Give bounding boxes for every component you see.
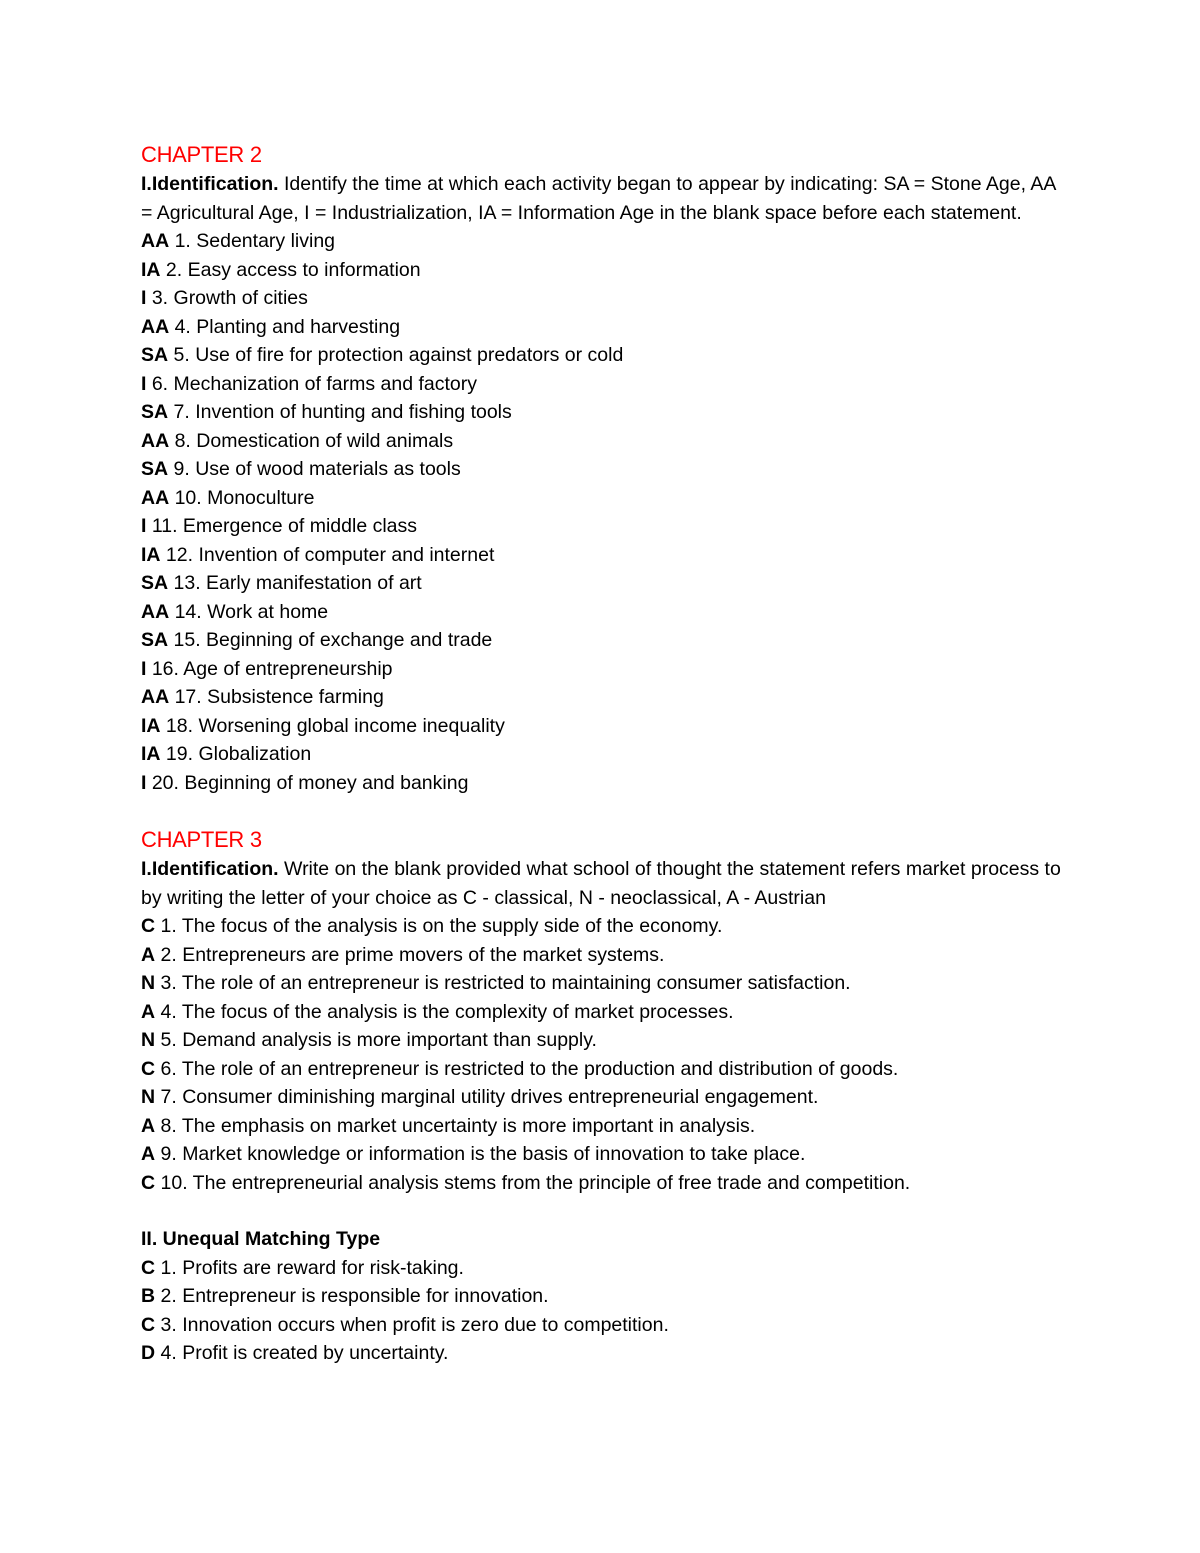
answer-label: A — [141, 1114, 156, 1137]
list-item — [141, 370, 1071, 399]
document-page — [141, 140, 1071, 1368]
item-text: 16. Age of entrepreneurship — [146, 657, 393, 680]
answer-label: N — [141, 1029, 156, 1051]
list-item — [141, 769, 1071, 798]
list-item — [141, 969, 1071, 998]
list-item — [141, 1055, 1071, 1084]
chapter-3-instructions-text: Write on the blank provided what school of thought the statement refers market process to by writing the letter of your choice as C - classical, N - neoclassical, A - Austrian — [141, 858, 1061, 909]
list-item — [141, 512, 1071, 541]
item-text: 9. Use of wood materials as tools — [168, 458, 461, 480]
item-text: 12. Invention of computer and internet — [160, 543, 495, 566]
list-item — [141, 1169, 1071, 1198]
list-item — [141, 484, 1071, 513]
item-text: 3. The role of an entrepreneur is restricted to maintaining consumer satisfaction. — [155, 972, 851, 994]
chapter-2-item-list — [141, 227, 1071, 797]
chapter-2-instructions-text: Identify the time at which each activity began to appear by indicating: SA = Stone Age, AA = Agricultural Age, I = Industrialization, IA = Information Age in the blank space before each statement. — [141, 173, 1056, 224]
answer-label: AA — [141, 315, 170, 338]
chapter-3-item-list — [141, 912, 1071, 1197]
answer-label: IA — [141, 258, 161, 281]
answer-label: SA — [141, 344, 169, 366]
answer-label: I — [141, 372, 147, 395]
answer-label: C — [141, 915, 156, 937]
list-item — [141, 626, 1071, 655]
list-item — [141, 569, 1071, 598]
item-text: 1. Profits are reward for risk-taking. — [155, 1256, 464, 1279]
chapter-2-title: CHAPTER 2 — [141, 142, 262, 167]
item-text: 9. Market knowledge or information is the basis of innovation to take place. — [155, 1143, 806, 1165]
chapter-2-instructions — [141, 170, 1071, 227]
list-item — [141, 655, 1071, 684]
item-text: 2. Entrepreneur is responsible for innovation. — [155, 1285, 549, 1307]
list-item — [141, 941, 1071, 970]
list-item — [141, 427, 1071, 456]
answer-label: A — [141, 1143, 156, 1165]
answer-label: A — [141, 943, 156, 966]
item-text: 20. Beginning of money and banking — [146, 771, 469, 794]
matching-heading: II. Unequal Matching Type — [141, 1228, 381, 1250]
item-text: 4. Planting and harvesting — [169, 315, 401, 338]
list-item — [141, 398, 1071, 427]
item-text: 6. The role of an entrepreneur is restricted to the production and distribution of goods. — [155, 1057, 899, 1080]
item-text: 2. Easy access to information — [160, 258, 421, 281]
answer-label: SA — [141, 401, 169, 423]
item-text: 1. Sedentary living — [169, 230, 336, 252]
answer-label: AA — [141, 230, 170, 252]
chapter-3-title: CHAPTER 3 — [141, 827, 262, 852]
answer-label: B — [141, 1285, 156, 1307]
answer-label: C — [141, 1171, 156, 1194]
list-item — [141, 1026, 1071, 1055]
list-item — [141, 227, 1071, 256]
item-text: 11. Emergence of middle class — [146, 515, 418, 537]
list-item — [141, 256, 1071, 285]
list-item — [141, 455, 1071, 484]
item-text: 18. Worsening global income inequality — [160, 714, 505, 737]
item-text: 8. Domestication of wild animals — [169, 429, 454, 452]
item-text: 4. Profit is created by uncertainty. — [155, 1342, 449, 1364]
chapter-3-instructions — [141, 855, 1071, 912]
answer-label: SA — [141, 629, 169, 651]
item-text: 10. The entrepreneurial analysis stems from the principle of free trade and competition. — [155, 1171, 911, 1194]
answer-label: A — [141, 1000, 156, 1023]
answer-label: SA — [141, 572, 169, 594]
list-item — [141, 284, 1071, 313]
item-text: 6. Mechanization of farms and factory — [146, 372, 477, 395]
item-text: 13. Early manifestation of art — [168, 572, 422, 594]
answer-label: C — [141, 1057, 156, 1080]
matching-item-list — [141, 1254, 1071, 1368]
answer-label: N — [141, 1086, 156, 1108]
item-text: 8. The emphasis on market uncertainty is more important in analysis. — [155, 1114, 756, 1137]
list-item — [141, 1112, 1071, 1141]
list-item — [141, 341, 1071, 370]
list-item — [141, 598, 1071, 627]
list-item — [141, 740, 1071, 769]
answer-label: IA — [141, 543, 161, 566]
answer-label: AA — [141, 600, 170, 623]
item-text: 2. Entrepreneurs are prime movers of the market systems. — [155, 943, 665, 966]
answer-label: AA — [141, 686, 170, 708]
answer-label: I — [141, 515, 147, 537]
answer-label: SA — [141, 458, 169, 480]
list-item — [141, 683, 1071, 712]
answer-label: IA — [141, 714, 161, 737]
item-text: 14. Work at home — [169, 600, 329, 623]
item-text: 19. Globalization — [160, 743, 312, 765]
list-item — [141, 313, 1071, 342]
item-text: 7. Invention of hunting and fishing tools — [168, 401, 512, 423]
answer-label: I — [141, 287, 147, 309]
list-item — [141, 541, 1071, 570]
answer-label: AA — [141, 429, 170, 452]
section-spacer — [141, 797, 1071, 825]
list-item — [141, 1140, 1071, 1169]
item-text: 1. The focus of the analysis is on the supply side of the economy. — [155, 915, 723, 937]
item-text: 5. Use of fire for protection against predators or cold — [168, 344, 624, 366]
answer-label: I — [141, 771, 147, 794]
answer-label: N — [141, 972, 156, 994]
chapter-2-section-label: I.Identification. — [141, 173, 279, 195]
section-spacer — [141, 1197, 1071, 1225]
answer-label: D — [141, 1342, 156, 1364]
item-text: 5. Demand analysis is more important than supply. — [155, 1029, 597, 1051]
list-item — [141, 1083, 1071, 1112]
list-item — [141, 1339, 1071, 1368]
item-text: 17. Subsistence farming — [169, 686, 384, 708]
item-text: 4. The focus of the analysis is the complexity of market processes. — [155, 1000, 734, 1023]
answer-label: I — [141, 657, 147, 680]
item-text: 3. Growth of cities — [146, 287, 308, 309]
answer-label: IA — [141, 743, 161, 765]
list-item — [141, 1311, 1071, 1340]
item-text: 7. Consumer diminishing marginal utility drives entrepreneurial engagement. — [155, 1086, 819, 1108]
list-item — [141, 1282, 1071, 1311]
list-item — [141, 1254, 1071, 1283]
list-item — [141, 912, 1071, 941]
item-text: 10. Monoculture — [169, 486, 315, 509]
chapter-3-section-label: I.Identification. — [141, 858, 279, 880]
item-text: 15. Beginning of exchange and trade — [168, 629, 493, 651]
item-text: 3. Innovation occurs when profit is zero due to competition. — [155, 1313, 669, 1336]
answer-label: C — [141, 1256, 156, 1279]
list-item — [141, 712, 1071, 741]
answer-label: AA — [141, 486, 170, 509]
list-item — [141, 998, 1071, 1027]
answer-label: C — [141, 1313, 156, 1336]
